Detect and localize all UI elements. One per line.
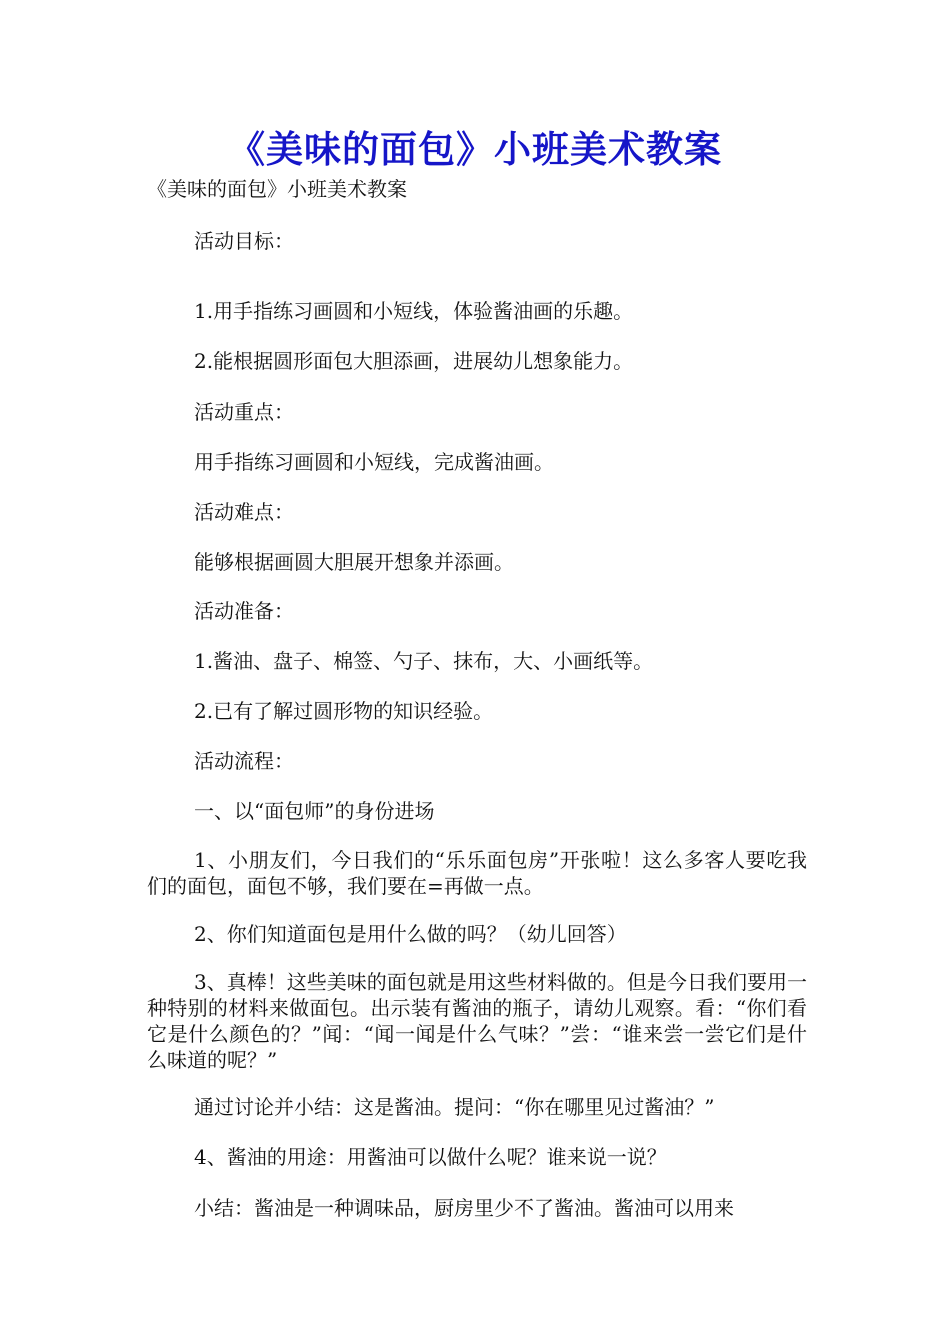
paragraph: 活动流程： — [194, 749, 294, 773]
paragraph: 2.能根据圆形面包大胆添画，进展幼儿想象能力。 — [194, 349, 634, 373]
paragraph: 能够根据画圆大胆展开想象并添画。 — [194, 550, 514, 574]
paragraph: 2.已有了解过圆形物的知识经验。 — [194, 699, 494, 723]
paragraph: 活动目标： — [194, 229, 294, 253]
paragraph: 4、酱油的用途：用酱油可以做什么呢？谁来说一说？ — [194, 1145, 667, 1169]
paragraph: 活动重点： — [194, 400, 294, 424]
paragraph: 1、小朋友们，今日我们的“乐乐面包房”开张啦！这么多客人要吃我们的面包，面包不够，我们要在=再做一点。 — [147, 848, 807, 898]
paragraph: 通过讨论并小结：这是酱油。提问：“你在哪里见过酱油？” — [194, 1095, 715, 1119]
paragraph: 小结：酱油是一种调味品，厨房里少不了酱油。酱油可以用来 — [194, 1196, 734, 1220]
paragraph: 活动难点： — [194, 500, 294, 524]
paragraph: 活动准备： — [194, 599, 294, 623]
document-subtitle: 《美味的面包》小班美术教案 — [147, 177, 407, 201]
paragraph: 用手指练习画圆和小短线，完成酱油画。 — [194, 450, 554, 474]
paragraph: 2、你们知道面包是用什么做的吗？（幼儿回答） — [194, 922, 627, 946]
paragraph: 一、以“面包师”的身份进场 — [194, 799, 435, 823]
paragraph: 1.酱油、盘子、棉签、勺子、抹布，大、小画纸等。 — [194, 649, 654, 673]
document-title: 《美味的面包》小班美术教案 — [228, 127, 722, 171]
paragraph: 3、真棒！这些美味的面包就是用这些材料做的。但是今日我们要用一种特别的材料来做面包。出示装有酱油的瓶子，请幼儿观察。看：“你们看它是什么颜色的？”闻：“闻一闻是什么气味？”尝：“谁来尝一尝它们是什么味道的呢？” — [147, 970, 807, 1072]
paragraph: 1.用手指练习画圆和小短线，体验酱油画的乐趣。 — [194, 299, 634, 323]
